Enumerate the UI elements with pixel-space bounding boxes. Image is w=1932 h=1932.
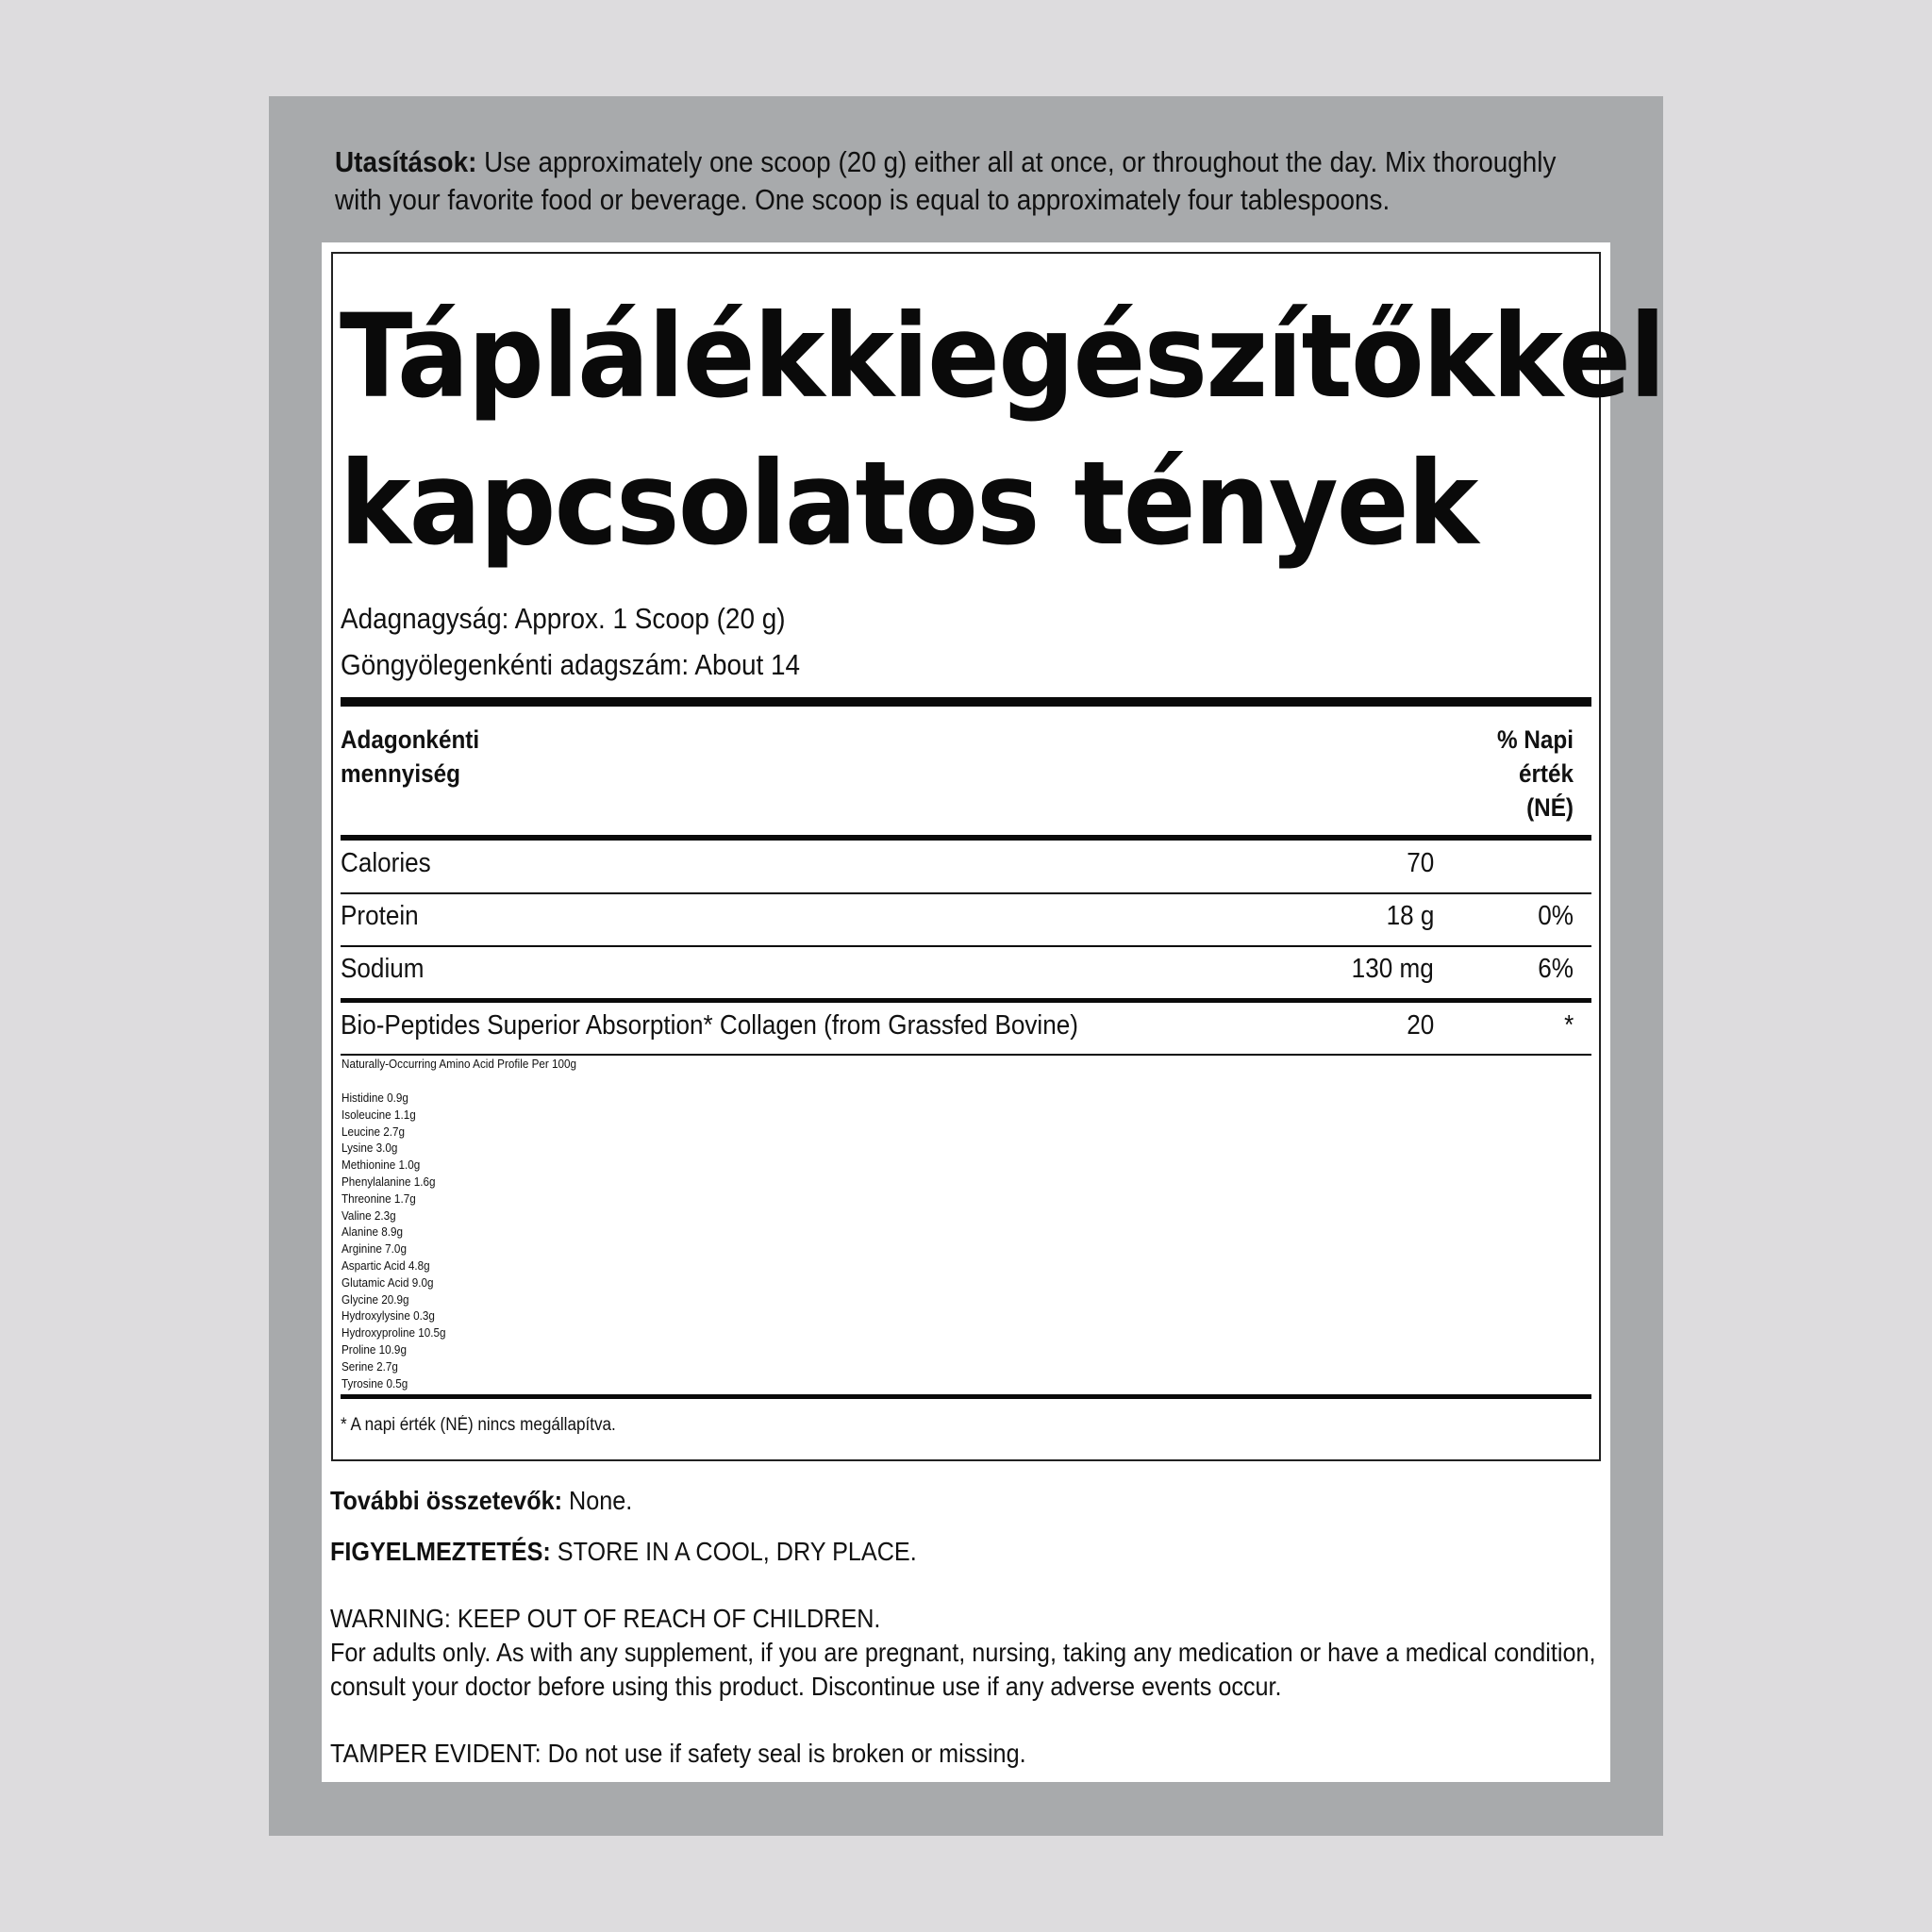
warning-storage-value: STORE IN A COOL, DRY PLACE.	[550, 1537, 917, 1566]
warning-adults-line-2: consult your doctor before using this product. Discontinue use if any adverse events occur.	[330, 1672, 1282, 1701]
list-item: Hydroxylysine 0.3g	[341, 1308, 435, 1324]
row-label-protein: Protein	[341, 901, 419, 931]
other-ingredients-label: További összetevők:	[330, 1486, 562, 1515]
row-dv-collagen: *	[1563, 1010, 1574, 1041]
amino-acid-profile-title: Naturally-Occurring Amino Acid Profile Per 100g	[341, 1057, 577, 1071]
facts-title-line-1: Táplálékkiegészítőkkel	[340, 290, 1665, 424]
list-item: Valine 2.3g	[341, 1208, 396, 1223]
directions-label: Utasítások:	[335, 145, 477, 178]
list-item: Hydroxyproline 10.5g	[341, 1325, 446, 1341]
list-item: Glycine 20.9g	[341, 1291, 409, 1307]
row-amount-protein: 18 g	[1386, 901, 1434, 931]
row-amount-sodium: 130 mg	[1351, 954, 1434, 984]
thick-divider-top	[341, 697, 1591, 707]
amount-per-serving-header: Adagonkénti mennyiség	[341, 725, 480, 788]
directions-line-2: with your favorite food or beverage. One scoop is equal to approximately four tablespoons.	[335, 183, 1391, 216]
list-item: Serine 2.7g	[341, 1358, 398, 1374]
list-item: Methionine 1.0g	[341, 1158, 421, 1173]
header-divider	[341, 835, 1591, 841]
list-item: Leucine 2.7g	[341, 1124, 406, 1139]
row-label-sodium: Sodium	[341, 954, 425, 984]
warning-adults-line-1: For adults only. As with any supplement, if you are pregnant, nursing, taking any medication or have a medical condition,	[330, 1638, 1596, 1667]
list-item: Isoleucine 1.1g	[341, 1107, 416, 1122]
list-item: Threonine 1.7g	[341, 1191, 416, 1206]
row-divider	[341, 892, 1591, 894]
facts-title	[340, 283, 1664, 577]
facts-title-line-2: kapcsolatos tények	[340, 437, 1477, 571]
row-divider-thick	[341, 998, 1591, 1003]
warning-children: WARNING: KEEP OUT OF REACH OF CHILDREN.	[330, 1604, 881, 1633]
list-item: Lysine 3.0g	[341, 1141, 398, 1156]
list-item: Histidine 0.9g	[341, 1091, 408, 1105]
row-dv-sodium: 6%	[1538, 954, 1574, 984]
list-item: Proline 10.9g	[341, 1341, 407, 1357]
row-amount-collagen: 20	[1406, 1010, 1434, 1041]
other-ingredients	[330, 1484, 632, 1518]
directions-text	[335, 143, 1617, 219]
row-label-calories: Calories	[341, 848, 431, 878]
thick-divider-bottom	[341, 1394, 1591, 1399]
servings-per-container: Göngyölegenkénti adagszám: About 14	[341, 648, 801, 681]
row-divider	[341, 945, 1591, 947]
serving-size: Adagnagyság: Approx. 1 Scoop (20 g)	[341, 602, 786, 635]
daily-value-header: % Napi érték (NÉ)	[1496, 725, 1574, 822]
list-item: Alanine 8.9g	[341, 1224, 404, 1240]
warning-label: FIGYELMEZTETÉS:	[330, 1537, 551, 1566]
warning-storage	[330, 1535, 917, 1569]
other-ingredients-value: None.	[561, 1486, 633, 1515]
list-item: Glutamic Acid 9.0g	[341, 1274, 434, 1290]
row-label-collagen: Bio-Peptides Superior Absorption* Collagen (from Grassfed Bovine)	[341, 1010, 1078, 1041]
list-item: Phenylalanine 1.6g	[341, 1174, 436, 1189]
amino-acid-list	[341, 1090, 446, 1391]
row-amount-calories: 70	[1406, 848, 1434, 878]
list-item: Aspartic Acid 4.8g	[341, 1257, 430, 1273]
tamper-evident-notice: TAMPER EVIDENT: Do not use if safety seal is broken or missing.	[330, 1739, 1026, 1768]
row-dv-protein: 0%	[1538, 901, 1574, 931]
directions-line-1: Use approximately one scoop (20 g) either all at once, or throughout the day. Mix thoroughly	[476, 145, 1557, 178]
list-item: Tyrosine 0.5g	[341, 1375, 408, 1391]
daily-value-footnote: * A napi érték (NÉ) nincs megállapítva.	[341, 1415, 616, 1435]
row-divider	[341, 1054, 1591, 1056]
list-item: Arginine 7.0g	[341, 1241, 407, 1257]
